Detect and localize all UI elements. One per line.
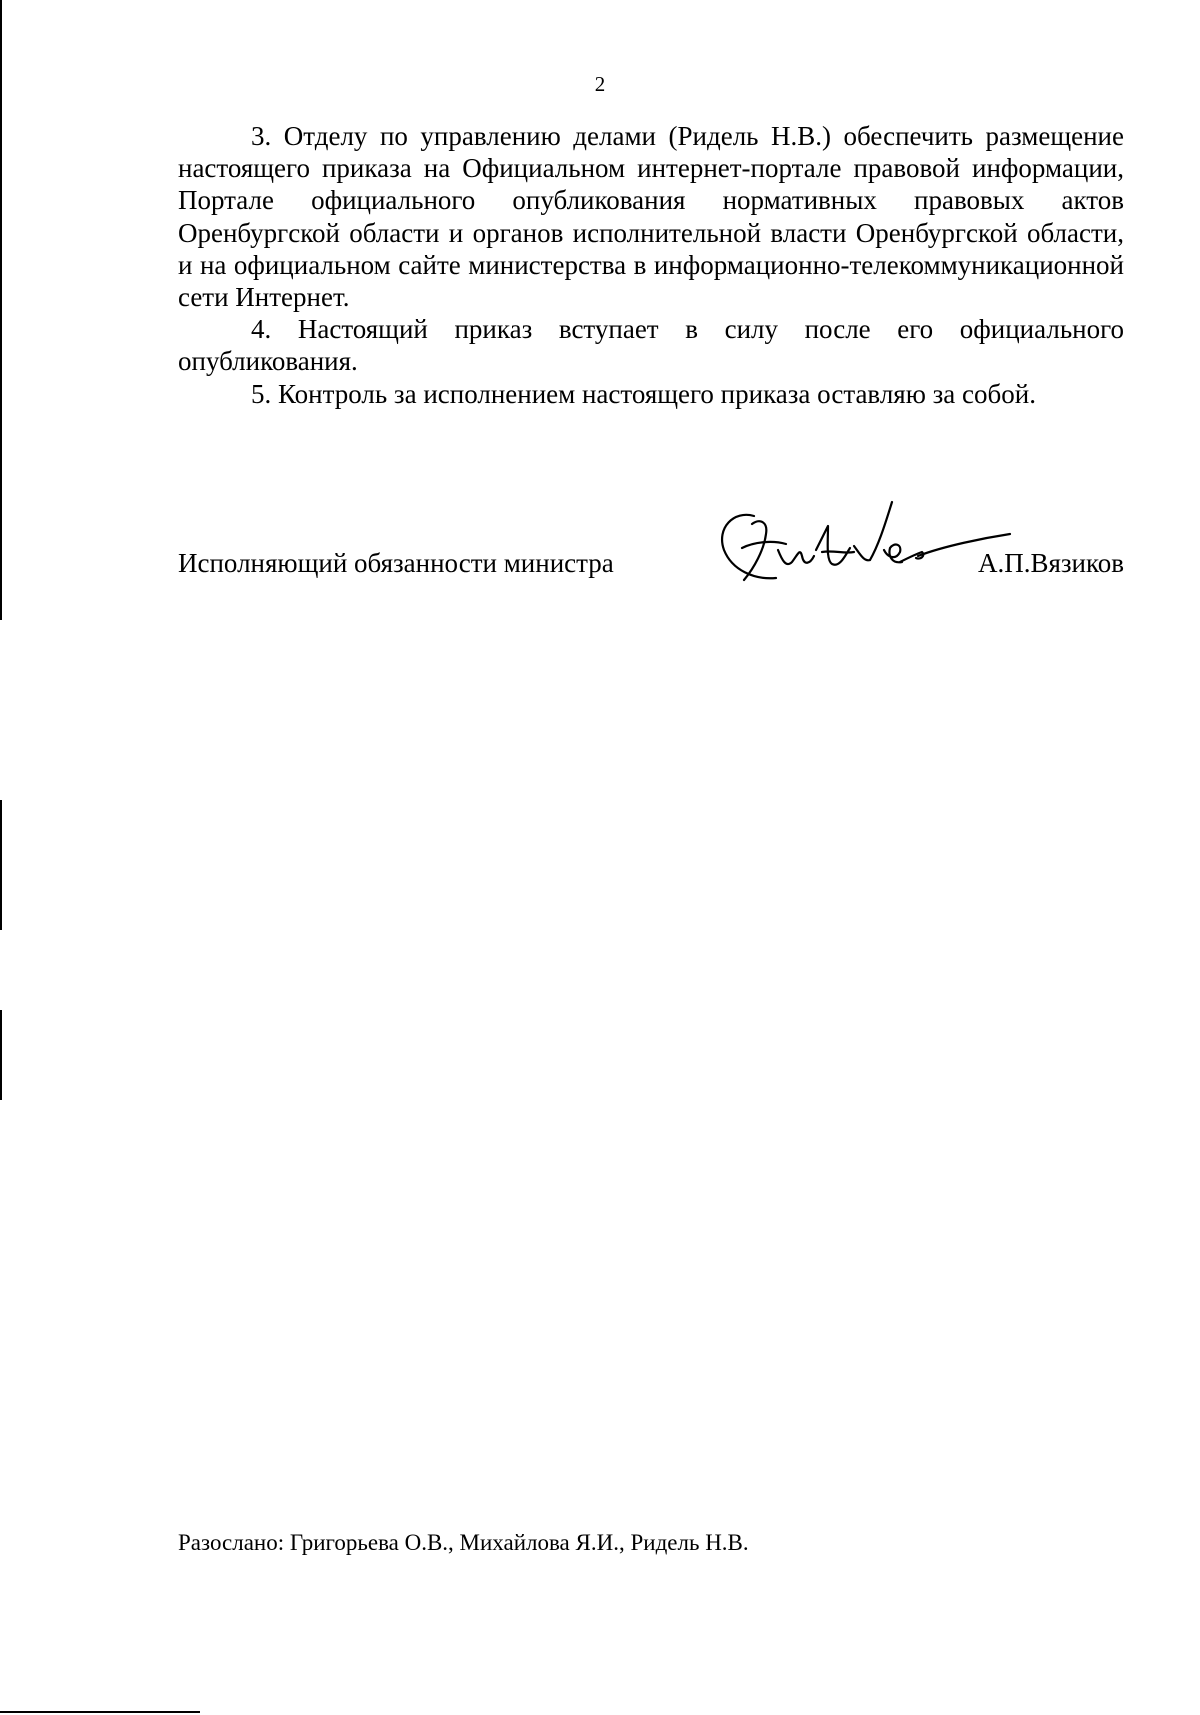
- signature-block: [178, 540, 1124, 600]
- paragraph-3: 3. Отделу по управлению делами (Ридель Н.В.) обеспечить размещение настоящего приказа на Официальном интернет-портале правовой информации, Портале официального опубликования нормативных правовых актов Оренбургской области и органов исполнительной власти Оренбургской области, и на официальном сайте министерства в информационно-телекоммуникационной сети Интернет.: [178, 121, 1124, 313]
- scan-edge-bottom: [0, 1711, 200, 1713]
- handwritten-signature: [694, 488, 1014, 598]
- paragraph-5: 5. Контроль за исполнением настоящего приказа оставляю за собой.: [251, 378, 1036, 409]
- distribution-list: Разослано: Григорьева О.В., Михайлова Я.И., Ридель Н.В.: [178, 1530, 749, 1555]
- signatory-position: Исполняющий обязанности министра: [178, 548, 614, 578]
- scan-edge-left-low: [0, 1010, 2, 1100]
- document-body: [178, 120, 1124, 410]
- signatory-name: А.П.Вязиков: [977, 548, 1124, 578]
- page-number: 2: [594, 72, 606, 96]
- scan-edge-left-mid: [0, 800, 2, 930]
- paragraph-4: 4. Настоящий приказ вступает в силу после его официального опубликования.: [178, 314, 1124, 377]
